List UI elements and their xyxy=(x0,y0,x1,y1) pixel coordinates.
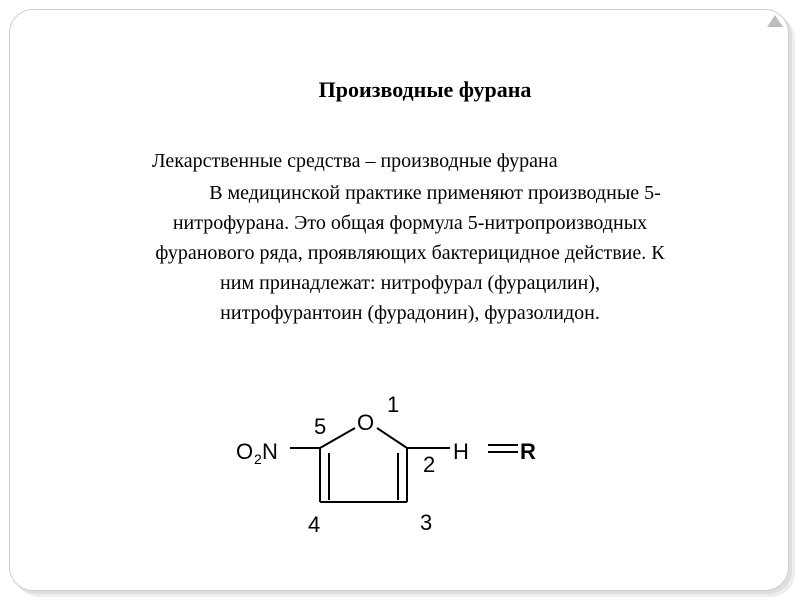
nitro-subscript-label: 2 xyxy=(254,451,262,467)
paragraph-line: фуранового ряда, проявляющих бактерицидное действие. К xyxy=(155,242,665,264)
position-5-label: 5 xyxy=(314,414,327,439)
bond-o1-c2 xyxy=(377,428,407,448)
position-2-label: 2 xyxy=(423,452,436,477)
nitrofuran-structure-diagram xyxy=(200,380,560,550)
paragraph-line: нитрофурана. Это общая формула 5-нитропроизводных xyxy=(172,212,648,234)
paragraph-line: В медицинской практике применяют производные 5- xyxy=(209,182,661,204)
paragraph-line: ним принадлежат: нитрофурал (фурацилин), xyxy=(220,272,600,294)
nitro-o-label: O xyxy=(236,439,254,464)
paragraph-line: нитрофурантоин (фурадонин), фуразолидон. xyxy=(220,302,600,324)
body-paragraph xyxy=(40,178,780,328)
position-4-label: 4 xyxy=(308,512,321,537)
position-1-label: 1 xyxy=(387,392,400,417)
position-3-label: 3 xyxy=(420,510,433,535)
slide-subtitle: Лекарственные средства – производные фурана xyxy=(152,150,558,172)
ring-oxygen-label: O xyxy=(357,410,375,435)
substituent-atom-label: H xyxy=(453,439,469,464)
corner-triangle-icon xyxy=(767,15,783,27)
r-group-label: R xyxy=(520,439,536,464)
nitro-n-label: N xyxy=(262,439,278,464)
slide-title: Производные фурана xyxy=(318,77,532,102)
